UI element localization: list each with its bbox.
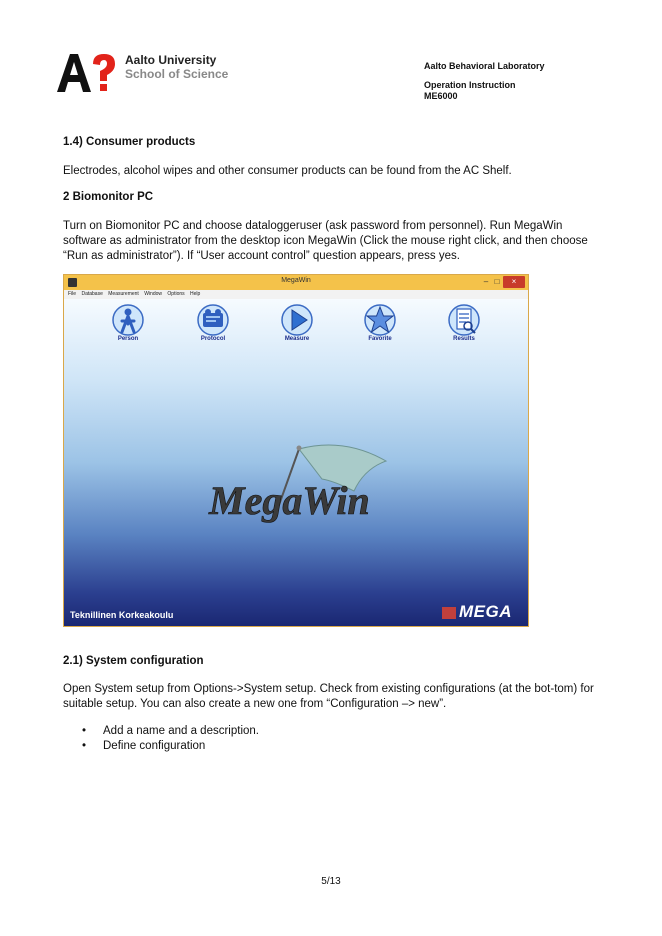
doc-id: ME6000	[424, 91, 458, 101]
menu-file[interactable]: File	[68, 291, 77, 297]
biomonitor-text: Turn on Biomonitor PC and choose dataloggeruser (ask password from personnel). Run MegaWin software as administrator from the desktop icon MegaWin (Click the mouse right click, and then choose “Run as administrator”). If “User account control” question appears, press yes.	[63, 220, 588, 262]
tool-label-protocol: Protocol	[200, 336, 226, 342]
results-icon	[448, 304, 480, 336]
mega-mark-icon	[442, 607, 456, 619]
doc-type: Operation Instruction	[424, 80, 516, 90]
sysconf-title: 2.1) System configuration	[63, 655, 204, 667]
tool-results[interactable]	[434, 304, 494, 342]
biomonitor-title: 2 Biomonitor PC	[63, 191, 154, 203]
mega-logo	[442, 602, 512, 622]
tool-person[interactable]	[98, 304, 158, 342]
tool-label-person: Person	[117, 336, 139, 342]
tool-protocol[interactable]	[183, 304, 243, 342]
person-icon	[112, 304, 144, 336]
config-bullets	[82, 724, 259, 754]
menu-database[interactable]: Database	[81, 291, 103, 297]
mega-logo-text: MEGA	[459, 602, 512, 621]
footer-institution: Teknillinen Korkeakoulu	[70, 610, 174, 620]
window-titlebar	[64, 275, 528, 290]
aalto-logo	[57, 54, 117, 92]
tool-measure[interactable]	[267, 304, 327, 342]
minimize-button[interactable]: –	[483, 277, 489, 286]
megawin-screenshot	[63, 274, 529, 627]
megawin-client-area	[64, 299, 528, 626]
menu-help[interactable]: Help	[190, 291, 201, 297]
menu-window[interactable]: Window	[144, 291, 163, 297]
list-item: • Define configuration	[82, 739, 259, 754]
university-name: Aalto University	[125, 53, 217, 67]
tool-label-results: Results	[453, 336, 475, 342]
lab-name: Aalto Behavioral Laboratory	[424, 61, 545, 71]
sysconf-text: Open System setup from Options->System setup. Check from existing configurations (at the bot-tom) for suitable setup. You can also create a new one from “Configuration –> new”.	[63, 683, 594, 710]
page-number: 5/13	[321, 876, 341, 887]
play-icon	[281, 304, 313, 336]
menu-measurement[interactable]: Measurement	[108, 291, 139, 297]
maximize-button[interactable]: □	[494, 277, 500, 286]
consumer-title: 1.4) Consumer products	[63, 136, 196, 148]
menu-options[interactable]: Options	[167, 291, 185, 297]
star-icon	[364, 304, 396, 336]
tool-label-measure: Measure	[284, 336, 310, 342]
tool-label-favorite: Favorite	[368, 336, 392, 342]
consumer-text: Electrodes, alcohol wipes and other consumer products can be found from the AC Shelf.	[63, 165, 512, 177]
close-button[interactable]: ×	[503, 276, 525, 288]
window-title: MegaWin	[281, 277, 311, 284]
tool-favorite[interactable]	[350, 304, 410, 342]
list-item: • Add a name and a description.	[82, 724, 259, 739]
menubar	[64, 290, 528, 299]
brand-text: MegaWin	[209, 478, 370, 523]
school-name: School of Science	[125, 67, 229, 81]
megawin-brand-logo	[204, 439, 404, 529]
protocol-icon	[197, 304, 229, 336]
